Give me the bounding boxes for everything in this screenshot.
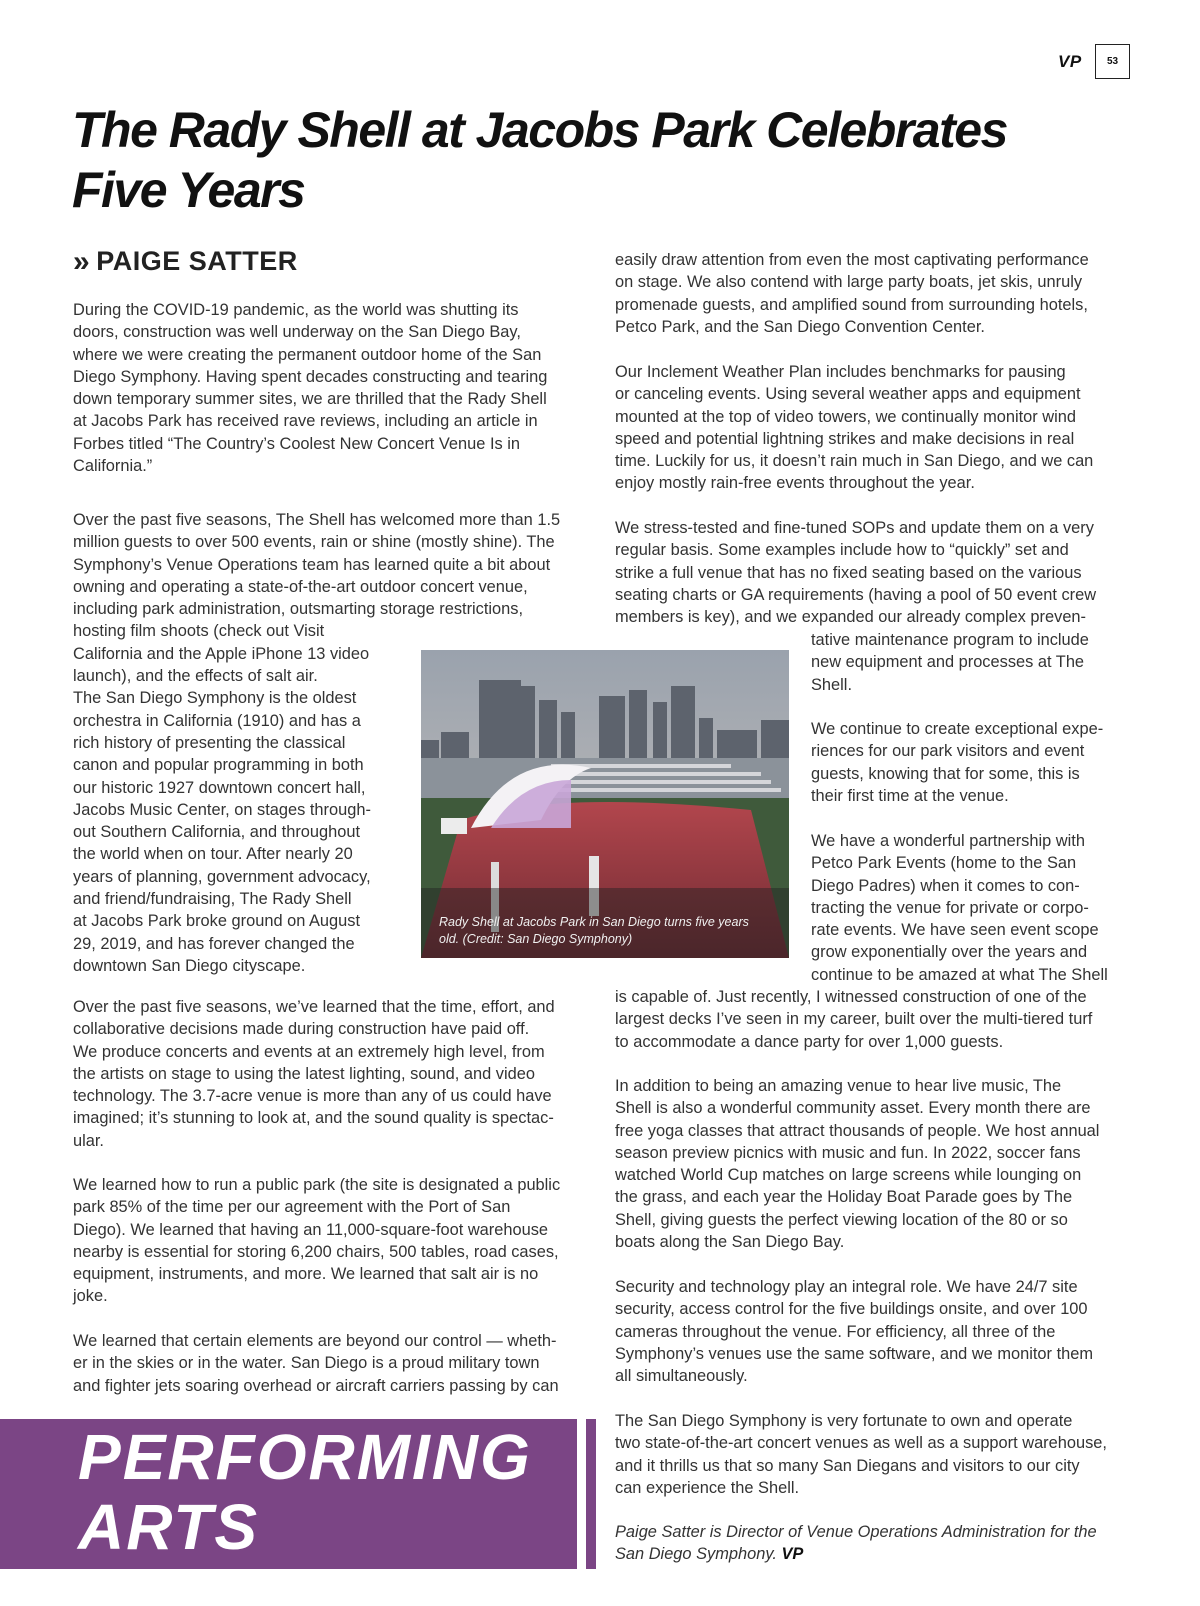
text-line: We learned that certain elements are beyond our control — wheth- bbox=[73, 1332, 557, 1350]
text-line: ular. bbox=[73, 1131, 104, 1150]
text-line: The San Diego Symphony is the oldest bbox=[73, 689, 357, 708]
text-line: is capable of. Just recently, I witnessed construction of one of the bbox=[615, 988, 1087, 1006]
body-paragraph bbox=[73, 1174, 560, 1308]
text-line: to accommodate a dance party for over 1,000 guests. bbox=[615, 1032, 1004, 1051]
text-line: watched World Cup matches on large screens while lounging on bbox=[615, 1166, 1082, 1185]
text-line: Diego Symphony. Having spent decades constructing and tearing bbox=[73, 367, 548, 386]
text-line: riences for our park visitors and event bbox=[811, 742, 1085, 761]
photo-caption bbox=[439, 914, 779, 948]
body-paragraph bbox=[73, 1330, 559, 1397]
body-paragraph bbox=[73, 996, 555, 1152]
text-line: rich history of presenting the classical bbox=[73, 733, 346, 752]
text-line: doors, construction was well underway on the San Diego Bay, bbox=[73, 323, 521, 342]
text-line: season preview picnics with music and fun. In 2022, soccer fans bbox=[615, 1143, 1081, 1162]
venue-photo bbox=[421, 650, 789, 958]
text-line: Diego Padres) when it comes to con- bbox=[811, 876, 1080, 895]
text-line: collaborative decisions made during construction have paid off. bbox=[73, 1020, 530, 1039]
text-line: continue to be amazed at what The Shell bbox=[811, 965, 1108, 984]
text-line: hosting film shoots (check out Visit bbox=[73, 622, 325, 641]
text-line: nearby is essential for storing 6,200 chairs, 500 tables, road cases, bbox=[73, 1242, 559, 1261]
text-line: at Jacobs Park has received rave reviews, including an article in bbox=[73, 412, 538, 431]
text-line: Over the past five seasons, we’ve learned that the time, effort, and bbox=[73, 998, 555, 1016]
body-paragraph bbox=[615, 986, 1092, 1053]
title-line: Five Years bbox=[72, 162, 305, 218]
text-line: Shell, giving guests the perfect viewing location of the 80 or so bbox=[615, 1210, 1068, 1229]
text-line: Shell. bbox=[811, 675, 853, 694]
text-line: Symphony’s Venue Operations team has learned quite a bit about bbox=[73, 555, 551, 574]
text-line: We have a wonderful partnership with bbox=[811, 832, 1085, 850]
text-line: easily draw attention from even the most captivating performance bbox=[615, 251, 1089, 269]
text-line: Forbes titled “The Country’s Coolest New Concert Venue Is in bbox=[73, 434, 521, 453]
video-screen-left bbox=[441, 818, 467, 834]
text-line: time. Luckily for us, it doesn’t rain much in San Diego, and we can bbox=[615, 452, 1094, 471]
text-line: Jacobs Music Center, on stages through- bbox=[73, 800, 371, 819]
title-line: The Rady Shell at Jacobs Park Celebrates bbox=[72, 102, 1007, 158]
body-paragraph bbox=[615, 517, 1096, 628]
author-bio bbox=[615, 1521, 1097, 1566]
article-title bbox=[72, 100, 1072, 220]
text-line: We continue to create exceptional expe- bbox=[811, 720, 1104, 738]
text-line: at Jacobs Park broke ground on August bbox=[73, 912, 361, 931]
text-line: free yoga classes that attract thousands of people. We host annual bbox=[615, 1121, 1100, 1140]
text-line: years of planning, government advocacy, bbox=[73, 867, 371, 886]
text-line: security, access control for the five buildings onsite, and over 100 bbox=[615, 1300, 1088, 1319]
text-line: California.” bbox=[73, 457, 153, 476]
text-line: boats along the San Diego Bay. bbox=[615, 1233, 845, 1252]
venue-photo-illustration bbox=[421, 650, 789, 958]
author-bio-line: Paige Satter is Director of Venue Operations Administration for the bbox=[615, 1523, 1097, 1541]
text-line: Symphony’s venues use the same software, and we monitor them bbox=[615, 1344, 1094, 1363]
text-line: and fighter jets soaring overhead or aircraft carriers passing by can bbox=[73, 1376, 559, 1395]
text-line: cameras throughout the venue. For efficiency, all three of the bbox=[615, 1322, 1056, 1341]
text-line: Petco Park, and the San Diego Convention Center. bbox=[615, 317, 985, 336]
text-line: We produce concerts and events at an extremely high level, from bbox=[73, 1042, 545, 1061]
text-line: In addition to being an amazing venue to hear live music, The bbox=[615, 1077, 1062, 1095]
text-line: guests, knowing that for some, this is bbox=[811, 764, 1080, 783]
magazine-brand: VP bbox=[1058, 52, 1082, 71]
body-paragraph bbox=[811, 629, 1089, 696]
text-line: or canceling events. Using several weather apps and equipment bbox=[615, 385, 1081, 404]
body-paragraph bbox=[615, 361, 1093, 495]
text-line: regular basis. Some examples include how to “quickly” set and bbox=[615, 541, 1069, 560]
text-line: park 85% of the time per our agreement with the Port of San bbox=[73, 1198, 511, 1217]
text-line: our historic 1927 downtown concert hall, bbox=[73, 778, 366, 797]
text-line: new equipment and processes at The bbox=[811, 653, 1085, 672]
text-line: California and the Apple iPhone 13 video bbox=[73, 644, 370, 663]
text-line: including park administration, outsmarting storage restrictions, bbox=[73, 600, 524, 619]
text-line: Diego). We learned that having an 11,000-square-foot warehouse bbox=[73, 1220, 549, 1239]
text-line: The San Diego Symphony is very fortunate to own and operate bbox=[615, 1412, 1073, 1430]
body-paragraph bbox=[615, 249, 1089, 338]
body-paragraph bbox=[615, 1410, 1107, 1499]
text-line: on stage. We also contend with large party boats, jet skis, unruly bbox=[615, 273, 1083, 292]
body-paragraph bbox=[811, 718, 1103, 807]
text-line: equipment, instruments, and more. We learned that salt air is no bbox=[73, 1265, 539, 1284]
text-line: strike a full venue that has no fixed seating based on the various bbox=[615, 563, 1082, 582]
text-line: million guests to over 500 events, rain or shine (mostly shine). The bbox=[73, 533, 555, 552]
text-line: where we were creating the permanent outdoor home of the San bbox=[73, 345, 542, 364]
text-line: all simultaneously. bbox=[615, 1367, 748, 1386]
text-line: two state-of-the-art concert venues as well as a support warehouse, bbox=[615, 1434, 1107, 1453]
text-line: and it thrills us that so many San Diegans and visitors to our city bbox=[615, 1456, 1080, 1475]
text-line: 29, 2019, and has forever changed the bbox=[73, 934, 355, 953]
author-bio-text: San Diego Symphony. bbox=[615, 1545, 777, 1564]
text-line: Our Inclement Weather Plan includes benchmarks for pausing bbox=[615, 363, 1066, 381]
text-line: seating charts or GA requirements (having a pool of 50 event crew bbox=[615, 585, 1097, 604]
text-line: largest decks I’ve seen in my career, built over the multi-tiered turf bbox=[615, 1010, 1093, 1029]
text-line: out Southern California, and throughout bbox=[73, 823, 361, 842]
text-line: members is key), and we expanded our already complex preven- bbox=[615, 608, 1087, 627]
text-line: Over the past five seasons, The Shell has welcomed more than 1.5 bbox=[73, 511, 561, 529]
section-label-line: PERFORMING bbox=[78, 1421, 532, 1493]
text-line: tracting the venue for private or corpo- bbox=[811, 898, 1089, 917]
text-line: joke. bbox=[73, 1287, 108, 1306]
author-line bbox=[73, 246, 298, 277]
section-label-line: ARTS bbox=[78, 1491, 260, 1563]
text-line: down temporary summer sites, we are thrilled that the Rady Shell bbox=[73, 390, 547, 409]
body-paragraph bbox=[615, 1075, 1099, 1253]
author-name: PAIGE SATTER bbox=[96, 246, 298, 276]
text-line: grow exponentially over the years and bbox=[811, 943, 1088, 962]
text-line: the world when on tour. After nearly 20 bbox=[73, 845, 353, 864]
vp-end-mark: VP bbox=[781, 1545, 804, 1564]
text-line: their first time at the venue. bbox=[811, 786, 1009, 805]
author-bio-line bbox=[615, 1543, 1097, 1565]
text-line: orchestra in California (1910) and has a bbox=[73, 711, 361, 730]
text-line: During the COVID-19 pandemic, as the world was shutting its bbox=[73, 301, 519, 319]
text-line: We stress-tested and fine-tuned SOPs and update them on a very bbox=[615, 519, 1094, 537]
text-line: speed and potential lightning strikes and make decisions in real bbox=[615, 429, 1075, 448]
text-line: owning and operating a state-of-the-art outdoor concert venue, bbox=[73, 577, 528, 596]
text-line: launch), and the effects of salt air. bbox=[73, 667, 318, 686]
body-paragraph bbox=[615, 1276, 1093, 1387]
text-line: er in the skies or in the water. San Diego is a proud military town bbox=[73, 1354, 540, 1373]
text-line: and friend/fundraising, The Rady Shell bbox=[73, 890, 352, 909]
text-line: technology. The 3.7-acre venue is more than any of us could have bbox=[73, 1087, 552, 1106]
text-line: mounted at the top of video towers, we continually monitor wind bbox=[615, 407, 1077, 426]
text-line: rate events. We have seen event scope bbox=[811, 921, 1099, 940]
double-chevron-icon: » bbox=[73, 244, 91, 278]
page-number: 53 bbox=[1095, 44, 1130, 79]
text-line: enjoy mostly rain-free events throughout the year. bbox=[615, 474, 975, 493]
body-paragraph bbox=[73, 299, 547, 477]
text-line: downtown San Diego cityscape. bbox=[73, 956, 306, 975]
text-line: promenade guests, and amplified sound from surrounding hotels, bbox=[615, 295, 1088, 314]
section-accent-bar bbox=[586, 1419, 596, 1569]
text-line: Petco Park Events (home to the San bbox=[811, 854, 1077, 873]
body-paragraph bbox=[811, 830, 1108, 986]
text-line: We learned how to run a public park (the site is designated a public bbox=[73, 1176, 561, 1194]
section-label bbox=[78, 1422, 532, 1562]
caption-line: old. (Credit: San Diego Symphony) bbox=[439, 932, 633, 946]
text-line: the artists on stage to using the latest lighting, sound, and video bbox=[73, 1064, 535, 1083]
text-line: canon and popular programming in both bbox=[73, 756, 364, 775]
text-line: imagined; it’s stunning to look at, and the sound quality is spectac- bbox=[73, 1109, 554, 1128]
text-line: Shell is also a wonderful community asset. Every month there are bbox=[615, 1099, 1091, 1118]
text-line: tative maintenance program to include bbox=[811, 631, 1089, 649]
caption-line: Rady Shell at Jacobs Park in San Diego turns five years bbox=[439, 915, 749, 929]
text-line: can experience the Shell. bbox=[615, 1478, 800, 1497]
text-line: the grass, and each year the Holiday Boat Parade goes by The bbox=[615, 1188, 1073, 1207]
text-line: Security and technology play an integral role. We have 24/7 site bbox=[615, 1278, 1078, 1296]
